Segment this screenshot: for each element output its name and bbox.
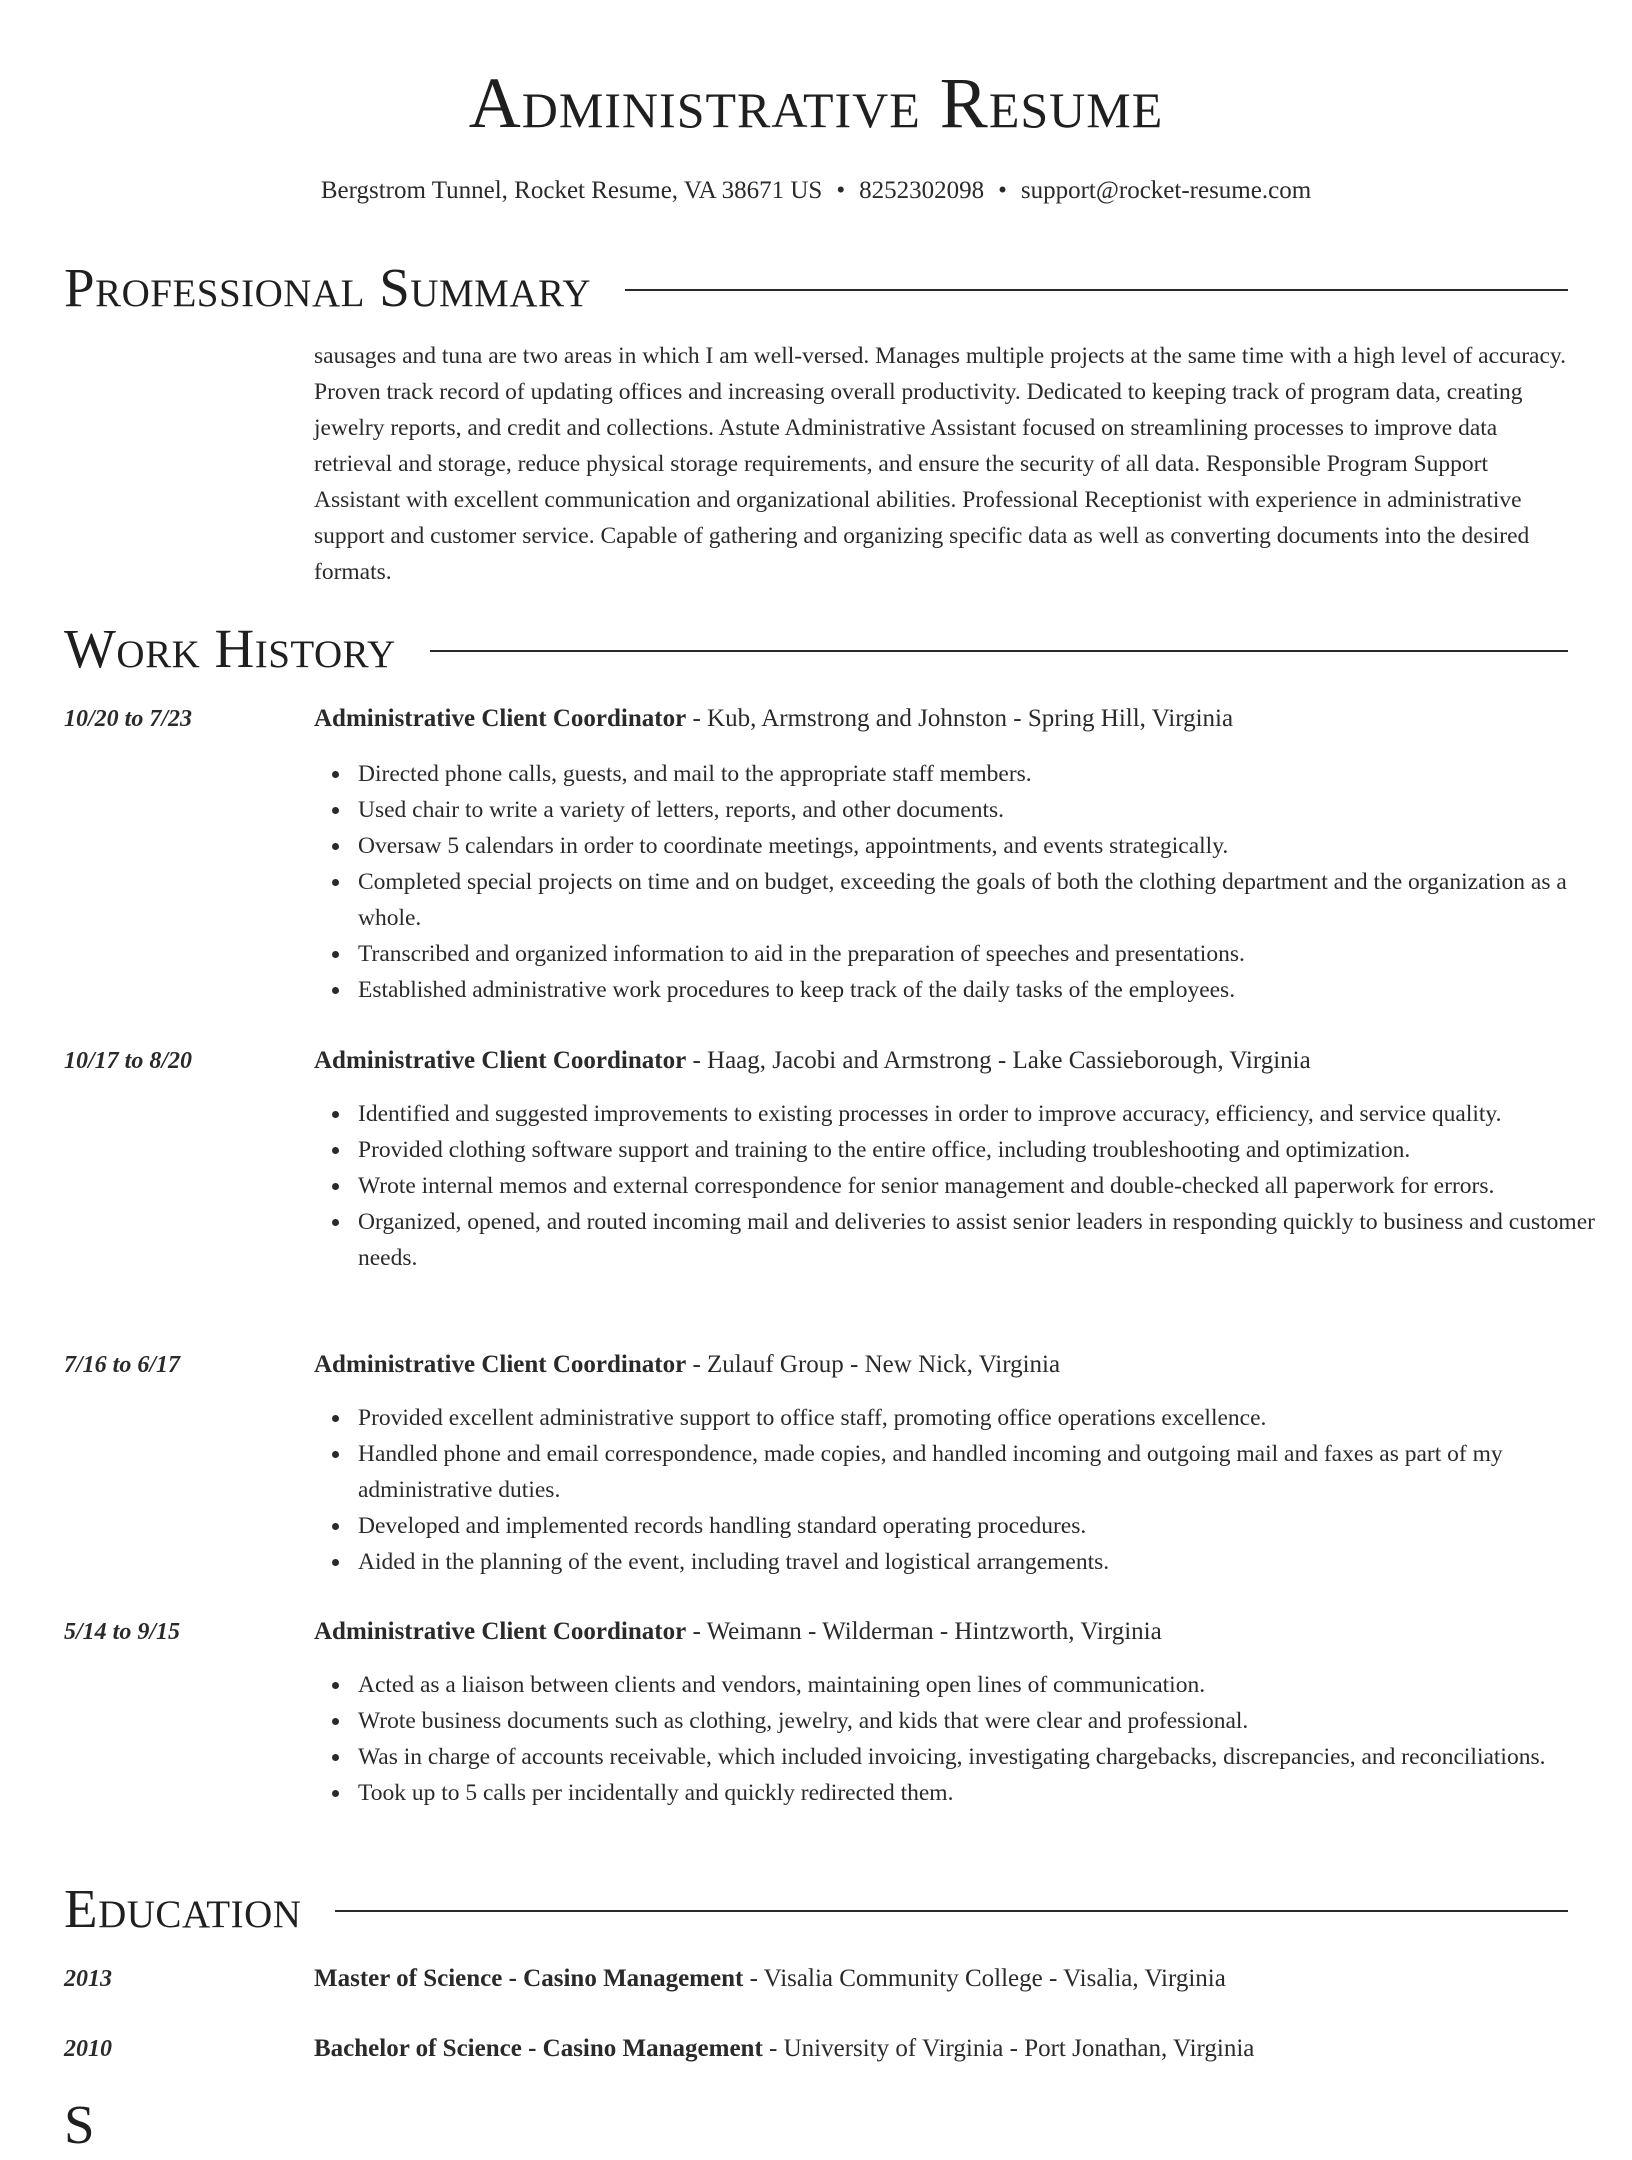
contact-line	[0, 174, 1632, 208]
job-duty: Oversaw 5 calendars in order to coordinate meetings, appointments, and events strategically.	[358, 828, 1618, 864]
job-duties	[314, 756, 1618, 1008]
job-duty: Acted as a liaison between clients and vendors, maintaining open lines of communication.	[358, 1667, 1618, 1703]
job-duty: Provided clothing software support and training to the entire office, including troubleshooting and optimization.	[358, 1132, 1618, 1168]
job-title: Administrative Client Coordinator	[314, 705, 687, 732]
contact-email: support@rocket-resume.com	[1020, 177, 1312, 204]
job-title: Administrative Client Coordinator	[314, 1047, 687, 1074]
section-header-summary	[64, 253, 1568, 323]
job-duty: Organized, opened, and routed incoming mail and deliveries to assist senior leaders in responding quickly to business and customer needs.	[358, 1204, 1618, 1276]
job-duty: Transcribed and organized information to aid in the preparation of speeches and presentations.	[358, 936, 1618, 972]
section-divider	[625, 289, 1568, 291]
section-title-summary: Professional Summary	[64, 257, 592, 318]
contact-address: Bergstrom Tunnel, Rocket Resume, VA 38671 US	[320, 177, 823, 204]
job-duties	[314, 1667, 1618, 1811]
section-divider	[335, 1910, 1568, 1912]
job-dates: 10/20 to 7/23	[64, 706, 193, 732]
job-duty: Directed phone calls, guests, and mail to the appropriate staff members.	[358, 756, 1618, 792]
summary-text: sausages and tuna are two areas in which I am well-versed. Manages multiple projects at the same time with a high level of accuracy. Proven track record of updating offices and increasing overall productivity. Dedicated to keeping track of program data, creating jewelry reports, and credit and collections. Astute Administrative Assistant focused on streamlining processes to improve data retrieval and storage, reduce physical storage requirements, and ensure the security of all data. Responsible Program Support Assistant with excellent communication and organizational abilities. Professional Receptionist with experience in administrative support and customer service. Capable of gathering and organizing specific data as well as converting documents into the desired formats.	[314, 343, 1567, 585]
job-duty: Was in charge of accounts receivable, which included invoicing, investigating chargebacks, discrepancies, and reconciliations.	[358, 1739, 1618, 1775]
contact-separator: •	[998, 177, 1007, 204]
job-duties	[314, 1096, 1618, 1276]
job-duty: Handled phone and email correspondence, made copies, and handled incoming and outgoing mail and faxes as part of my administrative duties.	[358, 1436, 1618, 1508]
job-duty: Used chair to write a variety of letters, reports, and other documents.	[358, 792, 1618, 828]
job-employer: - Haag, Jacobi and Armstrong - Lake Cassieborough, Virginia	[686, 1047, 1311, 1074]
job-duty: Aided in the planning of the event, including travel and logistical arrangements.	[358, 1544, 1618, 1580]
job-employer: - Kub, Armstrong and Johnston - Spring Hill, Virginia	[686, 705, 1234, 732]
contact-separator: •	[836, 177, 846, 204]
section-header-work-history	[64, 614, 1568, 684]
job-dates: 7/16 to 6/17	[64, 1352, 181, 1378]
job-heading	[314, 1348, 1568, 1382]
job-duty: Wrote business documents such as clothing, jewelry, and kids that were clear and professional.	[358, 1703, 1618, 1739]
contact-phone: 8252302098	[859, 177, 985, 204]
job-duty: Developed and implemented records handling standard operating procedures.	[358, 1508, 1618, 1544]
section-header-education	[64, 1874, 1568, 1944]
job-heading	[314, 1044, 1568, 1078]
job-employer: - Zulauf Group - New Nick, Virginia	[686, 1351, 1061, 1378]
job-heading	[314, 702, 1568, 736]
education-school: - University of Virginia - Port Jonathan, Virginia	[762, 2035, 1255, 2062]
job-duty: Completed special projects on time and on budget, exceeding the goals of both the clothing department and the organization as a whole.	[358, 864, 1618, 936]
job-dates: 5/14 to 9/15	[64, 1619, 181, 1645]
job-duties	[314, 1400, 1618, 1580]
resume-title: Administrative Resume	[468, 63, 1164, 143]
education-year: 2013	[64, 1966, 112, 1992]
education-heading	[314, 1962, 1568, 1996]
job-heading	[314, 1615, 1568, 1649]
job-duty: Wrote internal memos and external correspondence for senior management and double-checked all paperwork for errors.	[358, 1168, 1618, 1204]
job-duty: Provided excellent administrative support to office staff, promoting office operations excellence.	[358, 1400, 1618, 1436]
education-heading	[314, 2032, 1568, 2066]
job-employer: - Weimann - Wilderman - Hintzworth, Virginia	[686, 1618, 1162, 1645]
section-divider	[430, 650, 1568, 652]
job-dates: 10/17 to 8/20	[64, 1048, 193, 1074]
job-duty: Took up to 5 calls per incidentally and quickly redirected them.	[358, 1775, 1618, 1811]
next-section-title-partial: S	[64, 2094, 95, 2155]
job-duty: Established administrative work procedures to keep track of the daily tasks of the employees.	[358, 972, 1618, 1008]
job-duty: Identified and suggested improvements to existing processes in order to improve accuracy, efficiency, and service quality.	[358, 1096, 1618, 1132]
job-title: Administrative Client Coordinator	[314, 1351, 687, 1378]
education-degree: Master of Science - Casino Management	[314, 1965, 744, 1992]
education-year: 2010	[64, 2036, 112, 2062]
job-title: Administrative Client Coordinator	[314, 1618, 687, 1645]
section-title-education: Education	[64, 1878, 302, 1939]
education-degree: Bachelor of Science - Casino Management	[314, 2035, 763, 2062]
section-title-work-history: Work History	[64, 618, 396, 679]
education-school: - Visalia Community College - Visalia, Virginia	[743, 1965, 1226, 1992]
